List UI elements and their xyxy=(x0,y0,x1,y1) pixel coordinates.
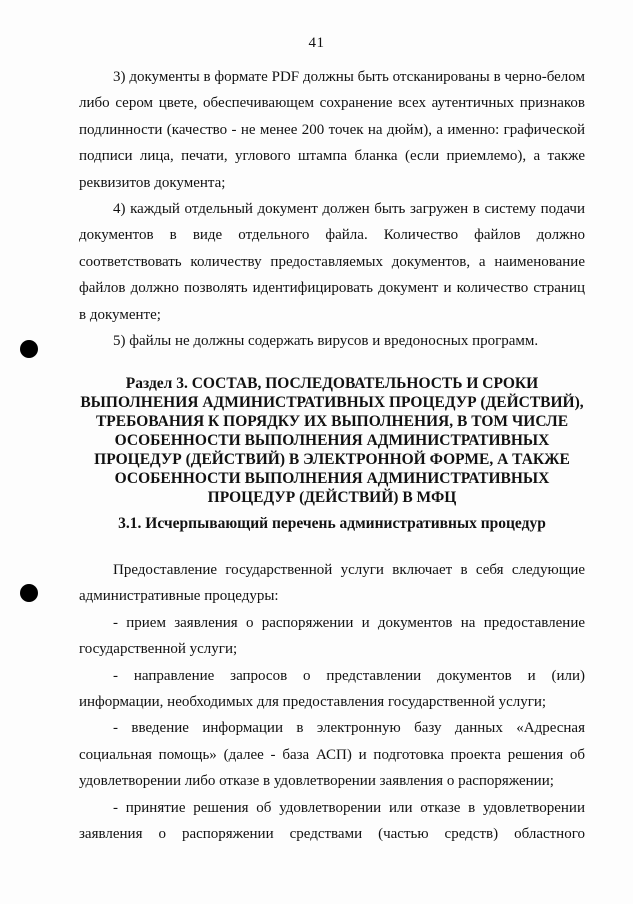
subsection-title: 3.1. Исчерпывающий перечень административных процедур xyxy=(118,515,546,532)
paragraph-item-3: 3) документы в формате PDF должны быть отсканированы в черно-белом либо сером цвете, обеспечивающем сохранение всех аутентичных признаков подлинности (качество - не менее 200 точек на дюйм), а именно: графической подписи лица, печати, углового штампа бланка (если приемлемо), а также реквизитов документа; xyxy=(79,69,585,191)
section-title-line: ТРЕБОВАНИЯ К ПОРЯДКУ ИХ ВЫПОЛНЕНИЯ, В ТОМ ЧИСЛЕ xyxy=(95,413,569,430)
procedure-list-item: - направление запросов о представлении документов и (или) информации, необходимых для предоставления государственной услуги; xyxy=(79,667,585,711)
section-title-line: ПРОЦЕДУР (ДЕЙСТВИЙ) В ЭЛЕКТРОННОЙ ФОРМЕ, А ТАКЖЕ xyxy=(94,451,570,468)
section-title-line: ОСОБЕННОСТИ ВЫПОЛНЕНИЯ АДМИНИСТРАТИВНЫХ xyxy=(114,470,550,487)
procedure-list-item: - прием заявления о распоряжении и документов на предоставление государственной услуги; xyxy=(79,614,585,658)
intro-paragraph: Предоставление государственной услуги включает в себя следующие административные процедуры: xyxy=(79,562,585,605)
section-title xyxy=(79,374,585,507)
paragraph-item-4: 4) каждый отдельный документ должен быть загружен в систему подачи документов в виде отдельного файла. Количество файлов должно соответствовать количеству предоставляемых документов, а наименование файлов должно позволять идентифицировать документ и количество страниц в документе; xyxy=(79,201,585,323)
paragraph-item-5: 5) файлы не должны содержать вирусов и вредоносных программ. xyxy=(113,333,539,350)
section-title-line: ПРОЦЕДУР (ДЕЙСТВИЙ) В МФЦ xyxy=(207,489,457,506)
punch-hole-mark xyxy=(20,584,38,602)
section-title-line: Раздел 3. СОСТАВ, ПОСЛЕДОВАТЕЛЬНОСТЬ И СРОКИ xyxy=(125,375,539,392)
procedure-list-item: - принятие решения об удовлетворении или отказе в удовлетворении заявления о распоряжении средствами (частью средств) областного xyxy=(79,799,585,843)
bottom-text-block xyxy=(79,557,585,847)
page-number: 41 xyxy=(308,35,325,51)
section-title-line: ВЫПОЛНЕНИЯ АДМИНИСТРАТИВНЫХ ПРОЦЕДУР (ДЕЙСТВИЙ), xyxy=(80,394,584,411)
procedure-list-item: - введение информации в электронную базу данных «Адресная социальная помощь» (далее - база АСП) и подготовка проекта решения об удовлетворении либо отказе в удовлетворении заявления о распоряжении; xyxy=(79,720,585,790)
top-text-block xyxy=(79,64,585,354)
punch-hole-mark xyxy=(20,340,38,358)
section-title-line: ОСОБЕННОСТИ ВЫПОЛНЕНИЯ АДМИНИСТРАТИВНЫХ xyxy=(114,432,550,449)
